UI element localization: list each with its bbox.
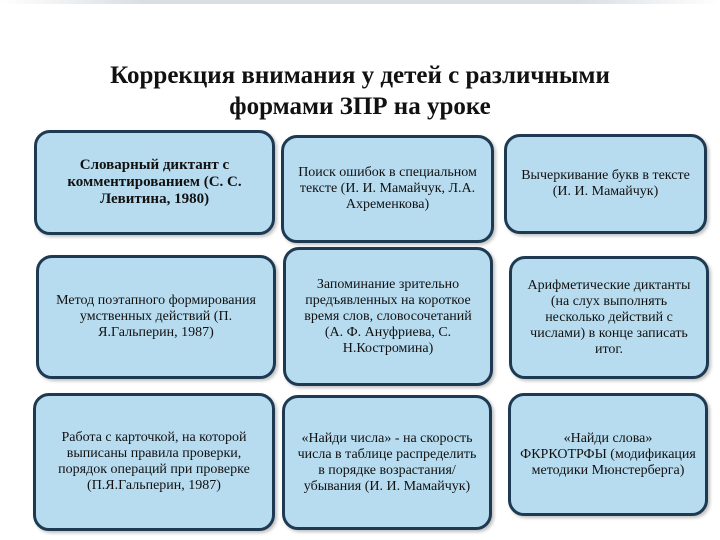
card-text: Словарный диктант с комментированием (С. С. Левитина, 1980) [67, 157, 242, 207]
card-rule-card-work [33, 393, 275, 531]
card-arithmetic-dictation [509, 256, 709, 379]
card-text: Запоминание зрительно предъявленных на короткое время слов, словосочетаний (А. Ф. Ануфриева, С. Н.Костромина) [304, 276, 472, 356]
card-text: «Найди слова» ФКРКОТРФЫ (модификация методики Мюнстерберга) [520, 430, 696, 478]
card-text: Метод поэтапного формирования умственных действий (П. Я.Гальперин, 1987) [56, 293, 256, 340]
card-visual-memorization [283, 247, 493, 386]
card-find-words [508, 393, 708, 516]
card-find-numbers [282, 395, 492, 530]
card-text: Работа с карточкой, на которой выписаны правила проверки, порядок операций при проверке (П.Я.Гальперин, 1987) [58, 430, 250, 493]
slide-title-line-1: Коррекция внимания у детей с различными [110, 62, 610, 89]
slide-top-line [0, 0, 720, 4]
card-error-search [281, 135, 494, 243]
card-text: «Найди числа» - на скорость числа в таблице распределить в порядке возрастания/убывания (И. И. Мамайчук) [297, 430, 477, 494]
card-text: Арифметические диктанты (на слух выполнять несколько действий с числами) в конце записать итог. [527, 277, 691, 357]
slide-title [60, 60, 660, 122]
card-letter-crossing [504, 134, 707, 234]
card-dictation-commenting [34, 130, 275, 235]
slide-title-line-2: формами ЗПР на уроке [229, 93, 491, 120]
card-text: Вычеркивание букв в тексте (И. И. Мамайчук) [521, 168, 690, 199]
card-text: Поиск ошибок в специальном тексте (И. И. Мамайчук, Л.А. Ахременкова) [298, 165, 477, 212]
card-stepwise-method [36, 255, 276, 379]
